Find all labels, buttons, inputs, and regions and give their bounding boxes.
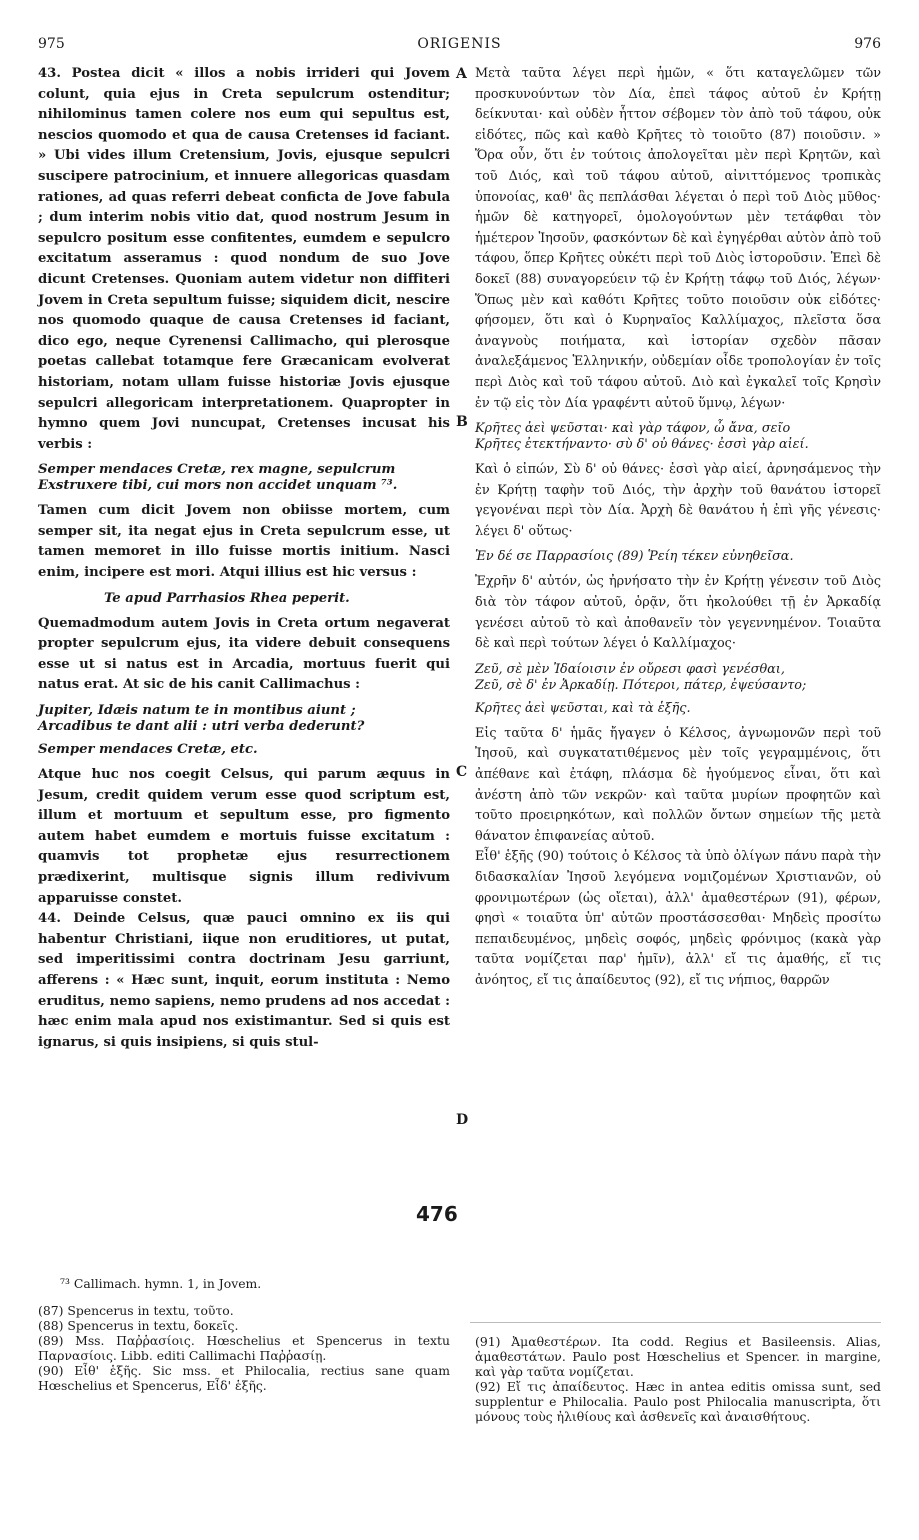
latin-verse-semper <box>38 742 450 758</box>
margin-letter-d: D <box>456 1112 469 1128</box>
verse-line: Κρῆτες ἀεὶ ψεῦσται· καὶ γὰρ τάφον, ὦ ἄνα, σεῖο <box>475 421 791 437</box>
latin-verse-callimachus-2 <box>38 703 450 735</box>
footnote-divider <box>470 1322 881 1323</box>
greek-paragraph-3: Ἐχρῆν δ' αὐτόν, ὡς ἠρνήσατο τὴν ἐν Κρήτῃ γένεσιν τοῦ Διὸς διὰ τὸν τάφον αὐτοῦ, ὁρᾷν, ὅτι ἠκολούθει τῇ ἐν Ἀρκαδίᾳ γενέσει αὐτοῦ τὸ καὶ ἀποθανεῖν τὸν γεγεννημένον. Τοιαῦτα δὲ καὶ περὶ τούτων λέγει ὁ Καλλίμαχος· <box>475 574 881 652</box>
verse-line: Ζεῦ, σὲ μὲν Ἰδαίοισιν ἐν οὔρεσι φασὶ γενέσθαι, <box>475 661 785 677</box>
footnote-91: (91) Ἀμαθεστέρων. Ita codd. Regius et Basileensis. Alias, ἀμαθεστάτων. Paulo post Hœschelius et Spencer. in margine, καὶ γὰρ ταῦτα νομίζεται. <box>475 1334 881 1379</box>
footnote-90: (90) Εἶθ' ἑξῆς. Sic mss. et Philocalia, rectius sane quam Hœschelius et Spencerus, Εἶδ' ἑξῆς. <box>38 1363 450 1393</box>
latin-verse-parrhasios <box>38 591 450 607</box>
verse-line: Jupiter, Idæis natum te in montibus aiunt ; <box>38 703 356 719</box>
footnote-89: (89) Mss. Παῤῥασίοις. Hœschelius et Spencerus in textu Παρνασίοις. Libb. editi Callimachi Παῤῥασίῃ. <box>38 1333 450 1363</box>
verse-line: Arcadibus te dant alii : utri verba dederunt? <box>38 719 365 735</box>
greek-paragraph-1: Μετὰ ταῦτα λέγει περὶ ἡμῶν, « ὅτι καταγελῶμεν τῶν προσκυνούντων τὸν Δία, ἐπεὶ τάφος αὐτοῦ ἐν Κρήτῃ δείκνυται· καὶ οὐδὲν ἧττον σέβομεν τὸν ἀπὸ τοῦ τάφου, οὐκ εἰδότες, πῶς καὶ καθὸ Κρῆτες τὸ τοιοῦτο (87) ποιοῦσιν. » Ὅρα οὖν, ὅτι ἐν τούτοις ἀπολογεῖται μὲν περὶ Κρητῶν, καὶ τοῦ Διός, καὶ τοῦ τάφου αὐτοῦ, αἰνιττόμενος τροπικὰς ὑπονοίας, καθ' ἃς πεπλάσθαι λέγεται ὁ περὶ τοῦ Διὸς μῦθος· ἡμῶν δὲ κατηγορεῖ, ὁμολογούντων μὲν τετάφθαι τὸν ἡμέτερον Ἰησοῦν, φασκόντων δὲ καὶ ἐγηγέρθαι αὐτὸν ἀπὸ τοῦ τάφου, ὅπερ Κρῆτες οὐκέτι περὶ τοῦ Διὸς ἱστοροῦσιν. Ἐπεὶ δὲ δοκεῖ (88) συναγορεύειν τῷ ἐν Κρήτῃ τάφῳ τοῦ Διός, λέγων· Ὅπως μὲν καὶ καθότι Κρῆτες τοῦτο ποιοῦσιν οὐκ εἰδότες· φήσομεν, ὅτι καὶ ὁ Κυρηναῖος Καλλίμαχος, πλεῖστα ὅσα ἀναγνοὺς ποιήματα, καὶ ἱστορίαν σχεδὸν πᾶσαν ἀναλεξάμενος Ἑλληνικήν, οὐδεμίαν οἶδε τροπολογίαν ἐν τοῖς περὶ Διὸς καὶ τοῦ τάφου αὐτοῦ. Διὸ καὶ ἐγκαλεῖ τοῖς Κρησὶν ἐν τῷ εἰς τὸν Δία γραφέντι αὐτοῦ ὕμνῳ, λέγων· <box>475 66 881 411</box>
verse-line: Ζεῦ, σὲ δ' ἐν Ἀρκαδίῃ. Πότεροι, πάτερ, ἐψεύσαντο; <box>475 677 807 693</box>
footnote-87: (87) Spencerus in textu, τοῦτο. <box>38 1303 234 1318</box>
latin-paragraph-2: Tamen cum dicit Jovem non obiisse mortem, cum semper sit, ita negat ejus in Creta sepulcrum esse, ut tamen memoret in illo fuisse mortis initium. Nasci enim, incipere est mori. Atqui illius est hic versus : <box>38 503 450 581</box>
greek-verse-callimachus-1 <box>475 421 881 453</box>
greek-column <box>475 64 881 992</box>
margin-letter-b: B <box>456 414 468 430</box>
greek-paragraph-5: Εἶθ' ἑξῆς (90) τούτοις ὁ Κέλσος τὰ ὑπὸ ὀλίγων πάνυ παρὰ τὴν διδασκαλίαν Ἰησοῦ λεγόμενα νομιζομένων Χριστιανῶν, οὐ φρονιμωτέρων (ὡς οἴεται), ἀλλ' ἀμαθεστέρων (91), φέρων, φησὶ « τοιαῦτα ὑπ' αὐτῶν προστάσσεσθαι· Μηδεὶς προσίτω πεπαιδευμένος, μηδεὶς σοφός, μηδεὶς φρόνιμος (κακὰ γὰρ ταῦτα νομίζεται παρ' ἡμῖν), ἀλλ' εἴ τις ἀμαθής, εἴ τις ἀνόητος, εἴ τις ἀπαίδευτος (92), εἴ τις νήπιος, θαρρῶν <box>475 849 881 988</box>
greek-verse-parrhasios <box>475 549 881 565</box>
margin-letter-a: A <box>456 66 467 82</box>
verse-line: Κρῆτες ἐτεκτήναντο· σὺ δ' οὐ θάνες· ἐσσὶ γὰρ αἰεί. <box>475 437 809 453</box>
greek-verse-callimachus-2 <box>475 662 881 694</box>
running-title: ORIGENIS <box>417 36 502 52</box>
column-number-marker: 476 <box>416 1202 458 1226</box>
latin-paragraph-44: 44. Deinde Celsus, quæ pauci omnino ex iis qui habentur Christiani, iique non eruditiores, ut putat, sed imperitissimi contra doctrinam Jesu garriunt, afferens : « Hæc sunt, inquit, eorum instituta : Nemo eruditus, nemo sapiens, nemo prudens ad nos accedat : hæc enim mala apud nos existimantur. Sed si quis est ignarus, si quis insipiens, si quis stul- <box>38 911 450 1050</box>
greek-paragraph-4: Εἰς ταῦτα δ' ἡμᾶς ἤγαγεν ὁ Κέλσος, ἀγνωμονῶν περὶ τοῦ Ἰησοῦ, καὶ συγκατατιθέμενος μὲν τοῖς γεγραμμένοις, ὅτι ἀπέθανε καὶ ἐτάφη, πλάσμα δὲ ἡγούμενος εἶναι, ὅτι καὶ ἀνέστη ἀπὸ τῶν νεκρῶν· καὶ ταῦτα μυρίων προφητῶν καὶ τοῦτο προειρηκότων, καὶ πολλῶν ὄντων σημείων τῆς μετὰ θάνατον ἐπιφανείας αὐτοῦ. <box>475 725 881 844</box>
page-number-right: 976 <box>854 36 881 52</box>
verse-line: Semper mendaces Cretæ, rex magne, sepulcrum <box>38 462 396 478</box>
verse-line: Semper mendaces Cretæ, etc. <box>38 742 258 758</box>
latin-paragraph-3: Quemadmodum autem Jovis in Creta ortum negaverat propter sepulcrum ejus, ita videre debuit consequens esse ut si natus est in Arcadia, mortuus fuerit qui natus erat. At sic de his canit Callimachus : <box>38 615 450 693</box>
greek-verse-kretes <box>475 701 881 717</box>
verse-line: Te apud Parrhasios Rhea peperit. <box>104 590 350 606</box>
latin-paragraph-43: 43. Postea dicit « illos a nobis irrideri qui Jovem colunt, quia ejus in Creta sepulcrum ostenditur; nihilominus tamen colere nos eum qui sepultus est, nescios quomodo et qua de causa Cretenses id faciant. » Ubi vides illum Cretensium, Jovis, ejusque sepulcri suscipere patrocinium, et innuere allegoricas quasdam rationes, ad quas referri debeat conficta de Jove fabula ; dum interim nobis vitio dat, quod nostrum Jesum in sepulcro positum esse confitentes, eumdem e sepulcro excitatum asseramus : quod nondum de suo Jove dicunt Cretenses. Quoniam autem videtur non diffiteri Jovem in Creta sepultum fuisse; siquidem dicit, nescire nos quomodo quaque de causa Cretenses id faciant, dico ego, neque Cyrenensi Callimacho, qui plerosque poetas callebat totamque fere Græcanicam evolverat historiam, notam ullam fuisse historiæ Jovis ejusque sepulcri allegoricam interpretationem. Quapropter in hymno quem Jovi nuncupat, Cretenses incusat his verbis : <box>38 66 450 452</box>
latin-paragraph-4: Atque huc nos coegit Celsus, qui parum æquus in Jesum, credit quidem verum esse quod scriptum est, illum et mortuum et sepultum esse, pro figmento autem habet eumdem e mortuis fuisse excitatum : quamvis tot prophetæ ejus resurrectionem prædixerint, multisque signis illum redivivum apparuisse constet. <box>38 767 450 906</box>
footnote-88: (88) Spencerus in textu, δοκεῖς. <box>38 1318 239 1333</box>
latin-column <box>38 64 450 1053</box>
greek-paragraph-2: Καὶ ὁ εἰπών, Σὺ δ' οὐ θάνες· ἐσσὶ γὰρ αἰεί, ἀρνησάμενος τὴν ἐν Κρήτῃ ταφὴν τοῦ Διός, τὴν ἀρχὴν τοῦ θανάτου ἱστορεῖ γεγονέναι περὶ τὸν Δία. Ἀρχὴ δὲ θανάτου ἡ ἐπὶ γῆς γένεσις· λέγει δ' οὕτως· <box>475 462 881 539</box>
verse-line: Exstruxere tibi, cui mors non accidet unquam ⁷³. <box>38 478 398 494</box>
verse-line: Ἐν δέ σε Παρρασίοις (89) Ῥείη τέκεν εὐνηθεῖσα. <box>475 549 794 565</box>
footnote-92: (92) Εἴ τις ἀπαίδευτος. Hæc in antea editis omissa sunt, sed supplentur e Philocalia. Paulo post Philocalia manuscripta, ὅτι μόνους τοὺς ἠλιθίους καὶ ἀσθενεῖς καὶ ἀναισθήτους. <box>475 1379 881 1424</box>
greek-footnotes <box>475 1334 881 1424</box>
latin-footnotes <box>38 1276 450 1393</box>
footnote-73: ⁷³ Callimach. hymn. 1, in Jovem. <box>60 1276 262 1291</box>
page-header <box>38 36 881 56</box>
page-number-left: 975 <box>38 36 65 52</box>
margin-letter-c: C <box>456 764 468 780</box>
verse-line: Κρῆτες ἀεὶ ψεῦσται, καὶ τὰ ἑξῆς. <box>475 700 691 716</box>
latin-verse-callimachus-1 <box>38 462 450 494</box>
